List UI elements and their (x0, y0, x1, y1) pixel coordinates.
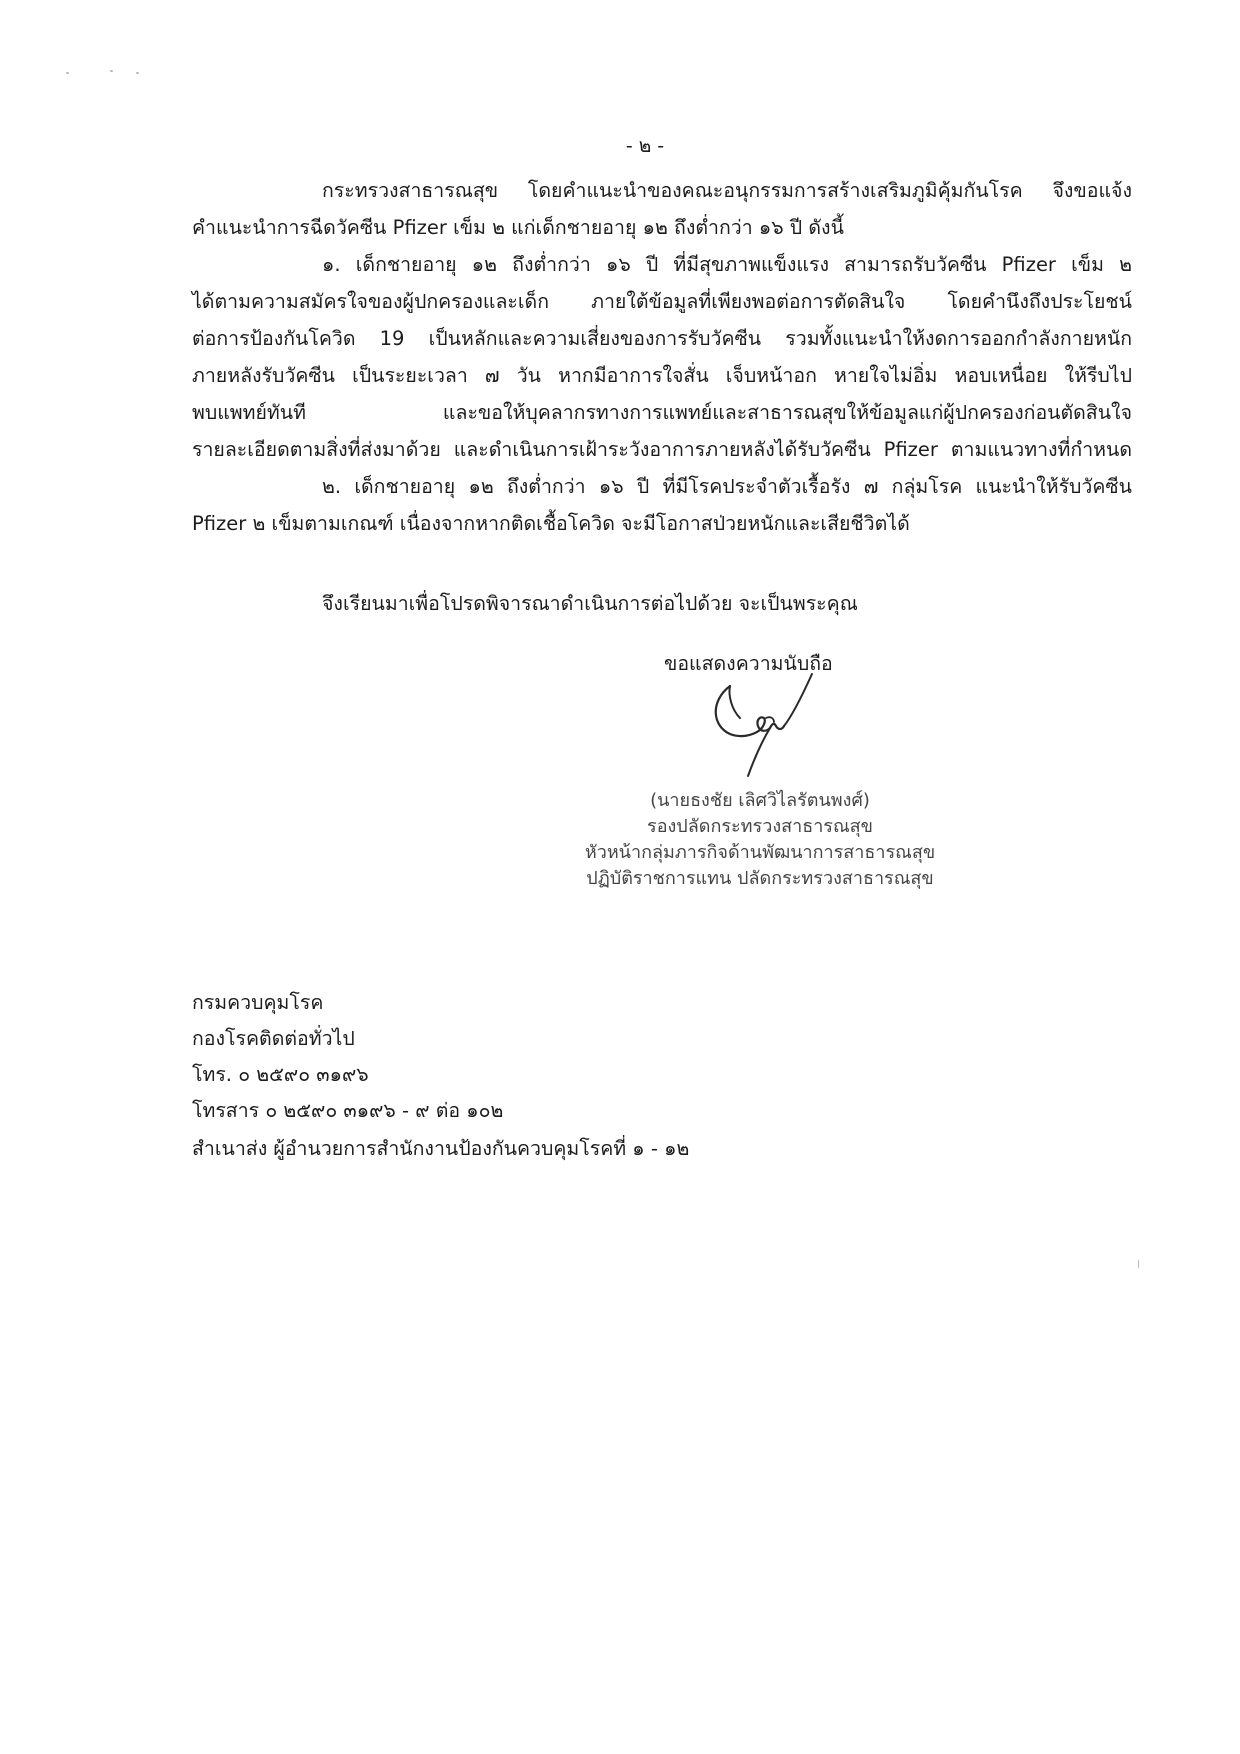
item-2-line: Pfizer ๒ เข็มตามเกณฑ์ เนื่องจากหากติดเชื้อโควิด จะมีโอกาสป่วยหนักและเสียชีวิตได้ (192, 512, 910, 535)
item-1-line: รายละเอียดตามสิ่งที่ส่งมาด้วย และดำเนินการเฝ้าระวังอาการภายหลังได้รับวัคซีน Pfizer ตามแนวทางที่กำหนด (192, 438, 1132, 461)
item-1-line: พบแพทย์ทันที และขอให้บุคลากรทางการแพทย์และสาธารณสุขให้ข้อมูลแก่ผู้ปกครองก่อนตัดสินใจ (192, 401, 1132, 424)
signer-position: หัวหน้ากลุ่มภารกิจด้านพัฒนาการสาธารณสุข (584, 842, 936, 863)
paragraph-intro-line: คำแนะนำการฉีดวัคซีน Pfizer เข็ม ๒ แก่เด็กชายอายุ ๑๒ ถึงต่ำกว่า ๑๖ ปี ดังนี้ (192, 216, 844, 239)
signer-position: รองปลัดกระทรวงสาธารณสุข (647, 816, 873, 837)
item-1-line: ๑. เด็กชายอายุ ๑๒ ถึงต่ำกว่า ๑๖ ปี ที่มีสุขภาพแข็งแรง สามารถรับวัคซีน Pfizer เข็ม ๒ (322, 253, 1132, 276)
closing-sentence: จึงเรียนมาเพื่อโปรดพิจารณาดำเนินการต่อไปด้วย จะเป็นพระคุณ (322, 592, 858, 615)
item-2-line: ๒. เด็กชายอายุ ๑๒ ถึงต่ำกว่า ๑๖ ปี ที่มีโรคประจำตัวเรื้อรัง ๗ กลุ่มโรค แนะนำให้รับวัคซีน (322, 475, 1132, 498)
item-1-line: ได้ตามความสมัครใจของผู้ปกครองและเด็ก ภายใต้ข้อมูลที่เพียงพอต่อการตัดสินใจ โดยคำนึงถึงประโยชน์ (192, 290, 1132, 313)
item-1-line: ภายหลังรับวัคซีน เป็นระยะเวลา ๗ วัน หากมีอาการใจสั่น เจ็บหน้าอก หายใจไม่อิ่ม หอบเหนื่อย ให้รีบไป (192, 364, 1132, 387)
signer-details (560, 788, 960, 892)
letter-body (192, 172, 1132, 542)
sender-footer (192, 985, 689, 1167)
signature-greeting: ขอแสดงความนับถือ (664, 652, 833, 675)
scan-speck (110, 70, 113, 72)
page-number: - ๒ - (625, 135, 665, 157)
sender-fax: โทรสาร ๐ ๒๕๙๐ ๓๑๙๖ - ๙ ต่อ ๑๐๒ (192, 1099, 504, 1122)
paragraph-intro-line: กระทรวงสาธารณสุข โดยคำแนะนำของคณะอนุกรรมการสร้างเสริมภูมิคุ้มกันโรค จึงขอแจ้ง (322, 179, 1132, 202)
signer-name: (นายธงชัย เลิศวิไลรัตนพงศ์) (650, 790, 870, 811)
handwritten-signature (700, 666, 830, 781)
scan-speck (1138, 1260, 1139, 1268)
item-1-line: ต่อการป้องกันโควิด 19 เป็นหลักและความเสี่ยงของการรับวัคซีน รวมทั้งแนะนำให้งดการออกกำลังกายหนัก (192, 327, 1132, 350)
sender-phone: โทร. ๐ ๒๕๙๐ ๓๑๙๖ (192, 1063, 369, 1086)
sender-department: กรมควบคุมโรค (192, 991, 324, 1014)
carbon-copy-line: สำเนาส่ง ผู้อำนวยการสำนักงานป้องกันควบคุมโรคที่ ๑ - ๑๒ (192, 1137, 690, 1160)
scan-speck (66, 72, 69, 74)
signer-position: ปฏิบัติราชการแทน ปลัดกระทรวงสาธารณสุข (586, 868, 934, 889)
scan-speck (136, 72, 139, 74)
sender-division: กองโรคติดต่อทั่วไป (192, 1027, 355, 1050)
